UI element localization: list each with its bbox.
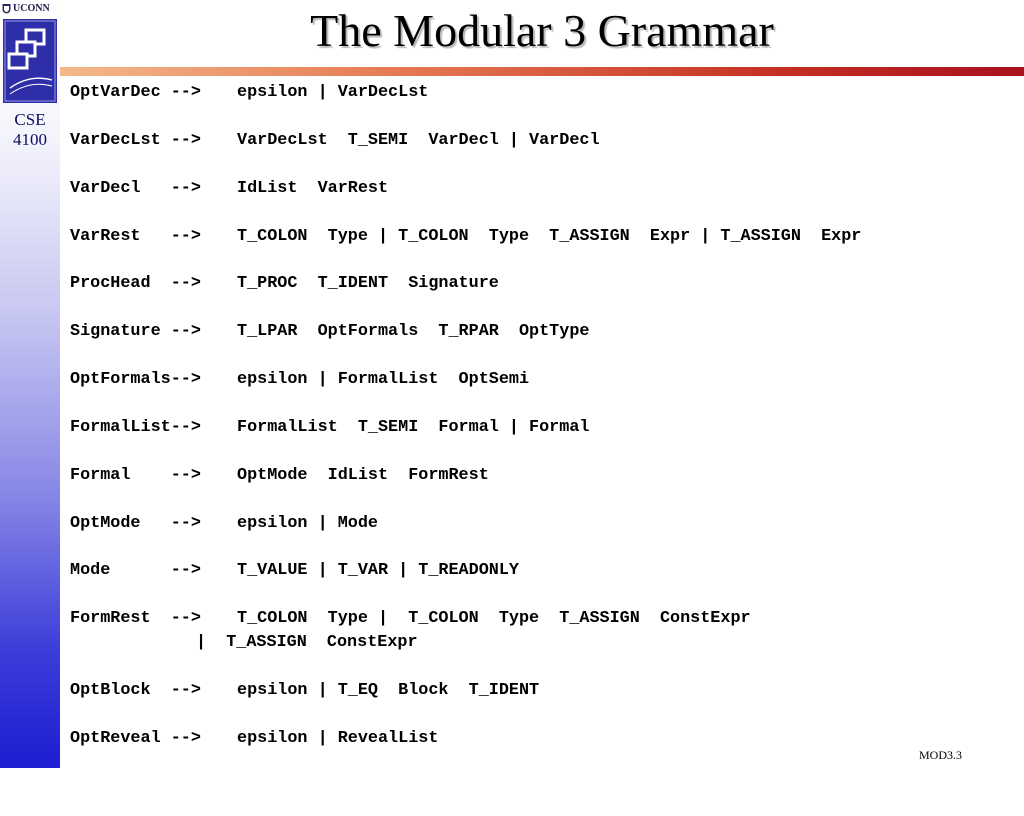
production-rhs: epsilon | T_EQ Block T_IDENT: [237, 681, 540, 700]
production-lhs: Mode -->: [70, 561, 201, 580]
sidebar: [0, 0, 60, 768]
production-rhs: T_PROC T_IDENT Signature: [237, 274, 499, 293]
course-code: [0, 110, 60, 150]
production-lhs: Formal -->: [70, 466, 201, 485]
uconn-seal-icon: [2, 3, 11, 14]
production-lhs: OptBlock -->: [70, 681, 201, 700]
production-row: [70, 728, 439, 816]
department-logo-icon: [2, 18, 58, 104]
production-rhs: epsilon | VarDecLst: [237, 83, 429, 102]
slide-number: MOD3.3: [918, 748, 962, 762]
production-rhs: T_VALUE | T_VAR | T_READONLY: [237, 561, 519, 580]
title-divider: [60, 67, 1024, 76]
production-rhs: T_LPAR OptFormals T_RPAR OptType: [237, 322, 590, 341]
production-continuation: | T_ASSIGN ConstExpr: [196, 633, 418, 652]
production-rhs: T_COLON Type | T_COLON Type T_ASSIGN ConstExpr: [237, 609, 751, 628]
production-lhs: FormalList-->: [70, 418, 201, 437]
production-rhs: IdList VarRest: [237, 179, 389, 198]
production-lhs: VarDecLst -->: [70, 131, 201, 150]
production-lhs: FormRest -->: [70, 609, 201, 628]
slide-title: The Modular 3 Grammar: [310, 5, 774, 56]
production-lhs: OptMode -->: [70, 514, 201, 533]
production-lhs: OptFormals-->: [70, 370, 201, 389]
production-rhs: T_COLON Type | T_COLON Type T_ASSIGN Expr | T_ASSIGN Expr: [237, 227, 862, 246]
course-subject: CSE: [14, 110, 46, 129]
production-lhs: OptVarDec -->: [70, 83, 201, 102]
production-lhs: VarDecl -->: [70, 179, 201, 198]
production-rhs: epsilon | Mode: [237, 514, 378, 533]
production-lhs: ProcHead -->: [70, 274, 201, 293]
production-rhs: VarDecLst T_SEMI VarDecl | VarDecl: [237, 131, 600, 150]
university-header: [2, 1, 60, 15]
production-rhs: epsilon | FormalList OptSemi: [237, 370, 530, 389]
production-rhs: OptMode IdList FormRest: [237, 466, 489, 485]
course-number: 4100: [13, 130, 47, 149]
production-rhs: epsilon | RevealList: [237, 729, 439, 748]
production-lhs: OptReveal -->: [70, 729, 201, 748]
university-name: UCONN: [13, 2, 50, 14]
production-rhs: FormalList T_SEMI Formal | Formal: [237, 418, 590, 437]
production-lhs: Signature -->: [70, 322, 201, 341]
production-lhs: VarRest -->: [70, 227, 201, 246]
